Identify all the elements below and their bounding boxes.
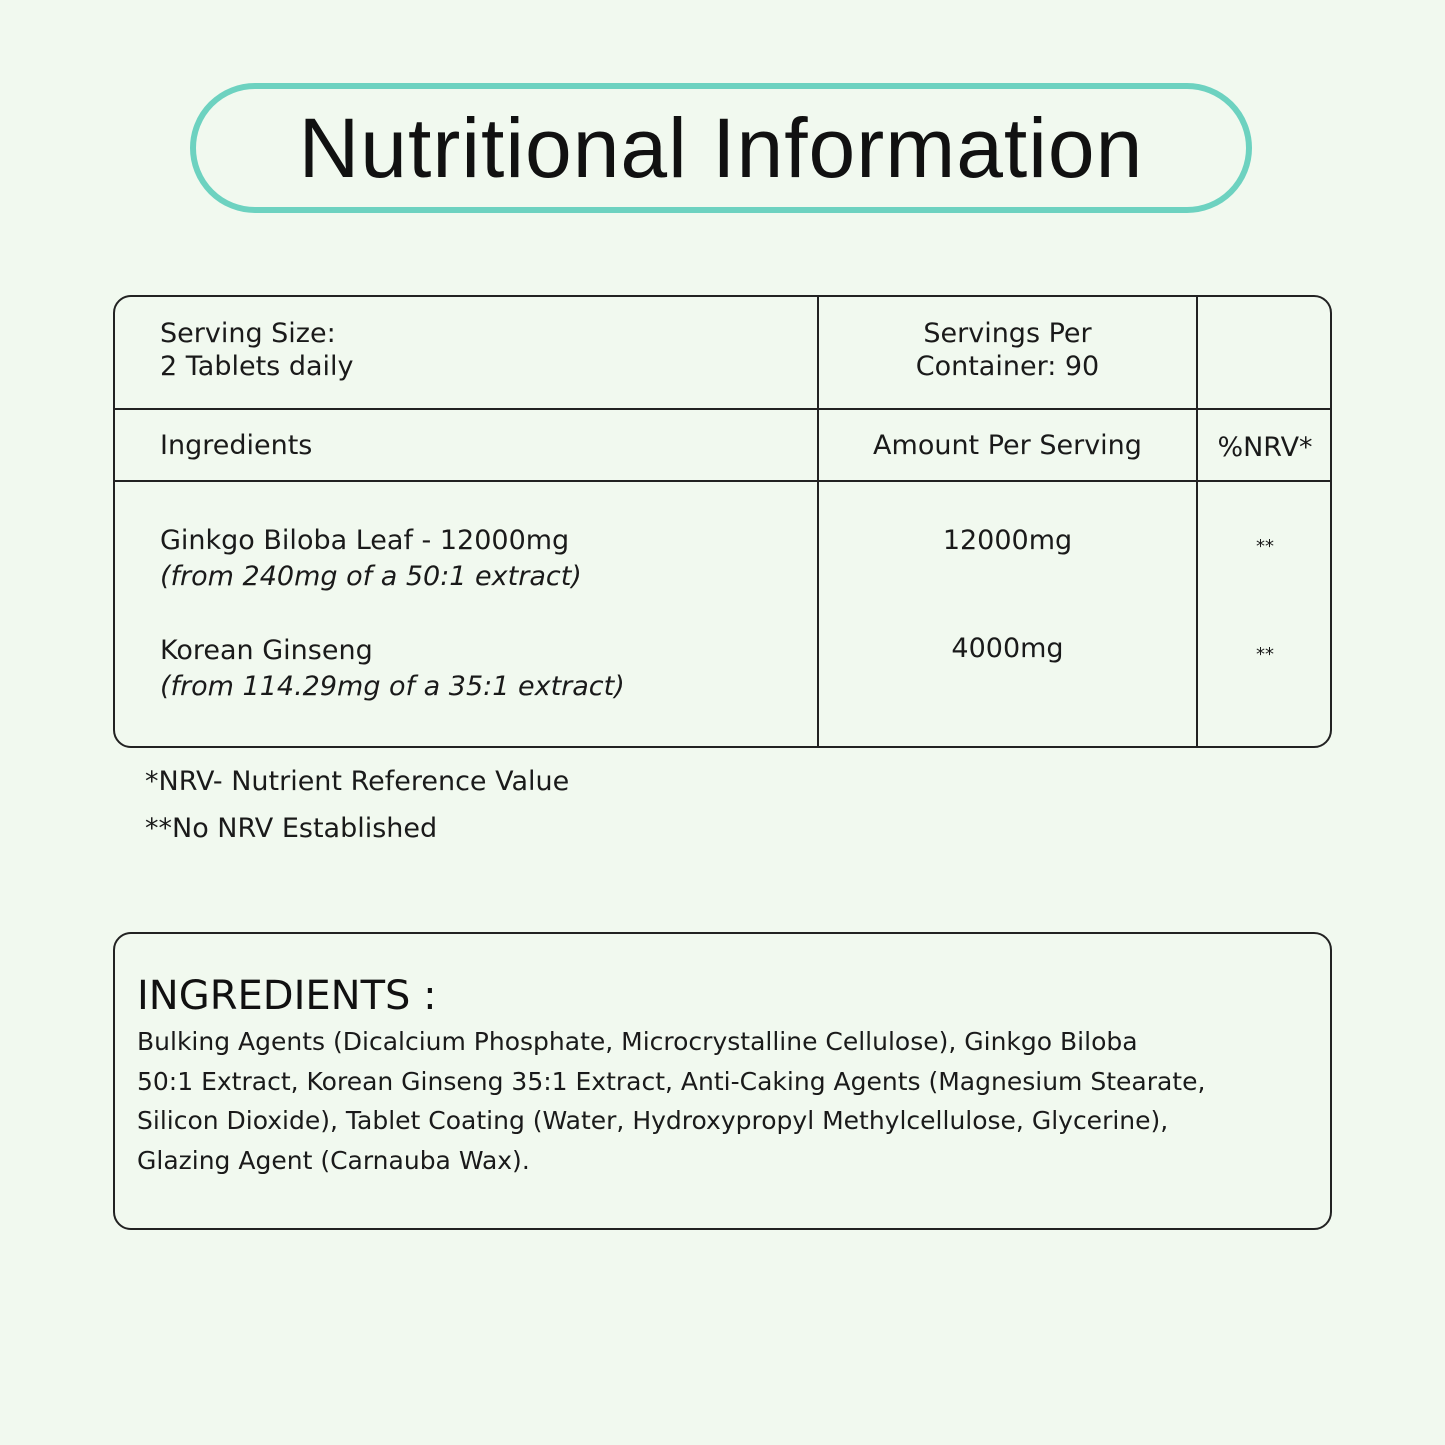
ingredient-amount: 4000mg (951, 633, 1064, 664)
ingredient-detail: (from 240mg of a 50:1 extract) (160, 561, 582, 592)
servings-per-container-line1: Servings Per (923, 318, 1092, 349)
header-amount-per-serving: Amount Per Serving (873, 430, 1142, 461)
row-divider (115, 480, 1330, 482)
row-divider (115, 408, 1330, 410)
ingredient-detail: (from 114.29mg of a 35:1 extract) (160, 671, 625, 702)
ingredients-heading: INGREDIENTS : (137, 973, 437, 1019)
serving-size-label: Serving Size: (160, 318, 336, 349)
ingredients-line: Silicon Dioxide), Tablet Coating (Water, Hydroxypropyl Methylcellulose, Glycerine), (137, 1106, 1169, 1135)
ingredients-line: Bulking Agents (Dicalcium Phosphate, Microcrystalline Cellulose), Ginkgo Biloba (137, 1027, 1138, 1056)
serving-size-value: 2 Tablets daily (160, 351, 354, 382)
servings-per-container-line2: Container: 90 (915, 351, 1100, 382)
column-divider (1196, 297, 1198, 746)
footnote-nrv-definition: *NRV- Nutrient Reference Value (145, 766, 570, 797)
footnote-no-nrv: **No NRV Established (145, 813, 438, 844)
ingredients-section (113, 932, 1332, 1230)
title-banner (190, 83, 1252, 213)
ingredient-name: Ginkgo Biloba Leaf - 12000mg (160, 525, 570, 556)
ingredients-line: Glazing Agent (Carnauba Wax). (137, 1145, 530, 1175)
header-ingredients: Ingredients (160, 430, 313, 461)
ingredient-amount: 12000mg (942, 525, 1073, 556)
header-nrv: %NRV* (1217, 432, 1313, 463)
ingredients-line: 50:1 Extract, Korean Ginseng 35:1 Extract, Anti-Caking Agents (Magnesium Stearate, (137, 1066, 1206, 1096)
ingredient-nrv: ** (1256, 644, 1274, 665)
page-title: Nutritional Information (298, 100, 1144, 195)
ingredients-list (137, 1022, 1307, 1180)
ingredient-name: Korean Ginseng (160, 635, 373, 666)
nutrition-facts-table (113, 295, 1332, 748)
ingredient-nrv: ** (1256, 536, 1274, 557)
